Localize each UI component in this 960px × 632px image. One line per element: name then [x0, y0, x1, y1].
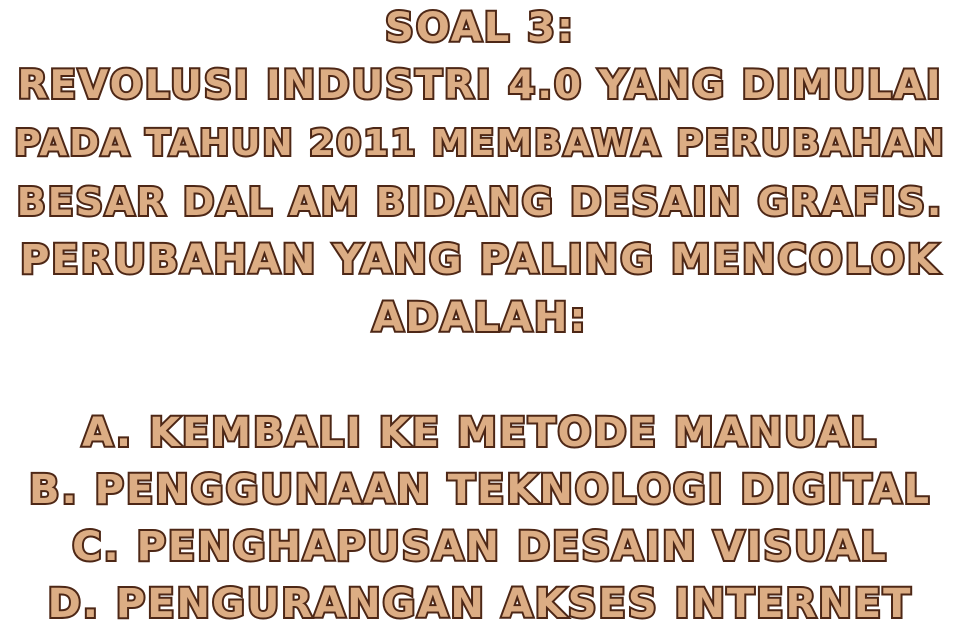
question-line-4: PERUBAHAN YANG PALING MENCOLOK — [20, 237, 940, 283]
question-line-1: REVOLUSI INDUSTRI 4.0 YANG DIMULAI — [17, 63, 943, 108]
answer-option-a: A. KEMBALI KE METODE MANUAL — [82, 410, 878, 456]
question-line-5: ADALAH: — [372, 295, 588, 341]
answer-option-b: B. PENGGUNAAN TEKNOLOGI DIGITAL — [29, 467, 931, 513]
question-line-3: BESAR DAL AM BIDANG DESAIN GRAFIS. — [16, 180, 944, 224]
question-heading: SOAL 3: — [385, 5, 575, 51]
answer-option-c: C. PENGHAPUSAN DESAIN VISUAL — [72, 524, 888, 570]
answer-option-d: D. PENGURANGAN AKSES INTERNET — [47, 581, 913, 627]
question-line-2: PADA TAHUN 2011 MEMBAWA PERUBAHAN — [14, 123, 946, 164]
